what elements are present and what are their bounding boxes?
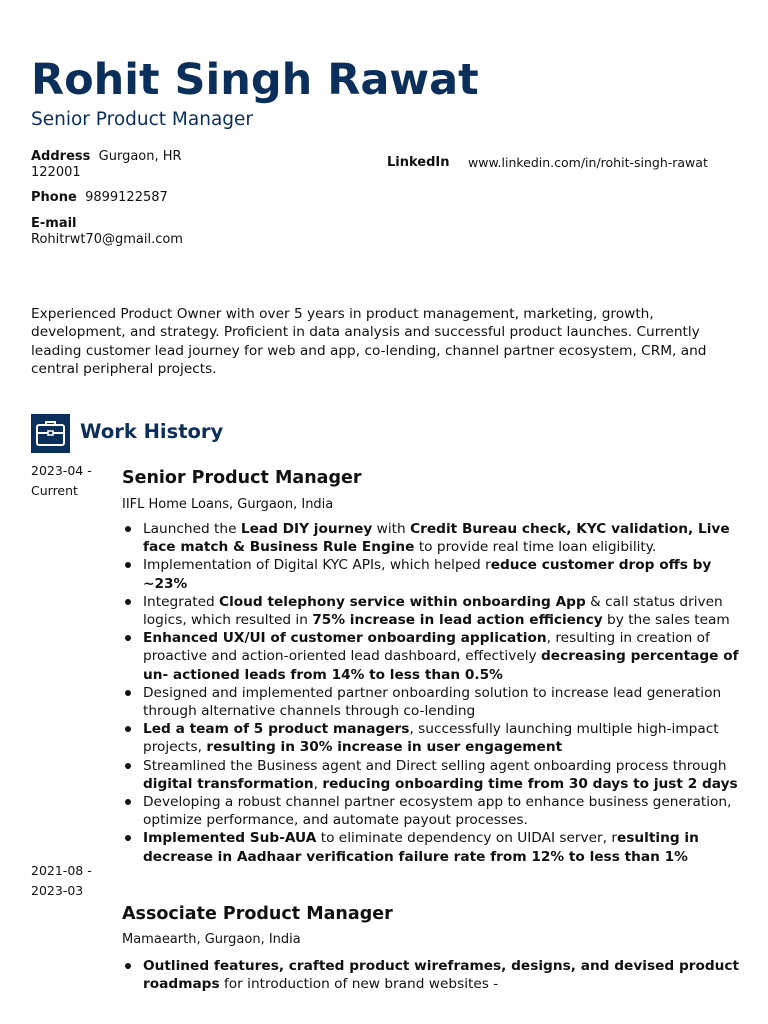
phone-value: 9899122587 [85,190,168,205]
phone-block [31,190,168,206]
bullet-text-segment: esulting in decrease in Aadhaar verification failure rate from 12% to less than 1% [143,830,699,865]
bullet-text-segment: , [313,775,323,792]
bullet-dot-icon [125,526,131,532]
job-2-date-start: 2021-08 - [31,863,92,878]
bullet-text-segment: Lead DIY journey [240,521,373,537]
phone-label: Phone [31,190,77,205]
candidate-name: Rohit Singh Rawat [31,55,479,105]
bullet-text-segment: , resulting in creation of proactive and action-oriented lead dashboard, effectively [143,630,710,665]
bullet-text-segment: Cloud telephony service within onboarding App [219,593,586,610]
job-2-bullet-item [122,957,754,993]
bullet-text-segment: Developing a robust channel partner ecosystem app to enhance business generation, optimize performance, and automate payout processes. [143,794,732,829]
bullet-text-segment: Enhanced UX/UI of customer onboarding application [143,630,547,647]
job-1-bullet-item [122,629,754,684]
bullet-text-segment: to eliminate dependency on UIDAI server, r [316,830,617,847]
bullet-dot-icon [125,763,131,769]
email-block [31,216,183,248]
job-1-bullet-item [122,829,754,865]
bullet-text-segment: reducing onboarding time from 30 days to just 2 days [322,775,738,792]
work-history-heading: Work History [80,420,224,443]
job-1-bullets [122,520,754,866]
bullet-text-segment: Implementation of Digital KYC APIs, which helped r [143,557,491,574]
job-1-bullet-item [122,793,754,829]
email-value[interactable]: Rohitrwt70@gmail.com [31,232,183,247]
job-1-bullet-item [122,556,754,592]
bullet-text-segment: by the sales team [602,612,730,629]
bullet-text-segment: Outlined features, crafted product wireframes, designs, and devised product roadmaps [143,958,740,993]
job-1-bullet-item [122,520,754,556]
job-1-bullet-item [122,757,754,793]
bullet-text-segment: to provide real time loan eligibility. [414,539,657,556]
bullet-dot-icon [125,963,131,969]
address-line2: 122001 [31,165,81,180]
bullet-dot-icon [125,635,131,641]
bullet-text-segment: Led a team of 5 product managers [143,721,410,738]
job-1-bullet-item [122,684,754,720]
bullet-dot-icon [125,726,131,732]
bullet-dot-icon [125,835,131,841]
bullet-text-segment: decreasing percentage of un- actioned leads from 14% to less than 0.5% [143,648,739,683]
bullet-text-segment: resulting in 30% increase in user engagement [206,739,563,756]
bullet-dot-icon [125,799,131,805]
bullet-text-segment: for introduction of new brand websites - [219,976,499,993]
linkedin-value[interactable]: www.linkedin.com/in/rohit-singh-rawat [468,155,708,170]
email-label: E-mail [31,216,77,231]
bullet-dot-icon [125,599,131,605]
job-1-title: Senior Product Manager [122,468,362,488]
bullet-dot-icon [125,562,131,568]
bullet-text-segment: with [372,521,411,537]
address-line1: Gurgaon, HR [98,149,182,164]
bullet-text-segment: Designed and implemented partner onboarding solution to increase lead generation through alternative channels through co-lending [143,684,722,720]
bullet-text-segment: Credit Bureau check, KYC validation, Live face match & Business Rule Engine [143,521,730,556]
briefcase-icon [31,414,70,453]
job-2-company: Mamaearth, Gurgaon, India [122,932,301,947]
linkedin-label: LinkedIn [387,155,450,170]
candidate-title: Senior Product Manager [31,109,254,130]
bullet-text-segment: Integrated [143,593,220,610]
job-1-dates [31,461,92,501]
bullet-dot-icon [125,690,131,696]
address-label: Address [31,149,91,164]
job-1-bullet-item [122,720,754,756]
job-2-dates [31,861,92,901]
job-1-date-end: Current [31,483,78,498]
professional-summary: Experienced Product Owner with over 5 years in product management, marketing, growth, development, and strategy. Proficient in data analysis and successful product launches. Currently leading customer lead journey for web and app, co-lending, channel partner ecosystem, CRM, and central peripheral projects. [31,306,707,377]
bullet-text-segment: 75% increase in lead action efficiency [312,612,603,629]
bullet-text-segment: educe customer drop offs by ~23% [143,557,712,592]
bullet-text-segment: Streamlined the Business agent and Direct selling agent onboarding process through [143,757,727,774]
bullet-text-segment: & call status driven logics, which resulted in [143,593,723,629]
job-2-bullets [122,957,754,993]
bullet-text-segment: Launched the [143,521,241,537]
job-1-date-start: 2023-04 - [31,463,92,478]
job-1-bullet-item [122,593,754,629]
address-block [31,149,231,181]
job-2-date-end: 2023-03 [31,883,84,898]
bullet-text-segment: digital transformation [143,775,314,792]
job-2-title: Associate Product Manager [122,904,393,924]
job-1-company: IIFL Home Loans, Gurgaon, India [122,497,334,512]
bullet-text-segment: , successfully launching multiple high-impact projects, [143,721,719,756]
bullet-text-segment: Implemented Sub-AUA [143,830,317,847]
